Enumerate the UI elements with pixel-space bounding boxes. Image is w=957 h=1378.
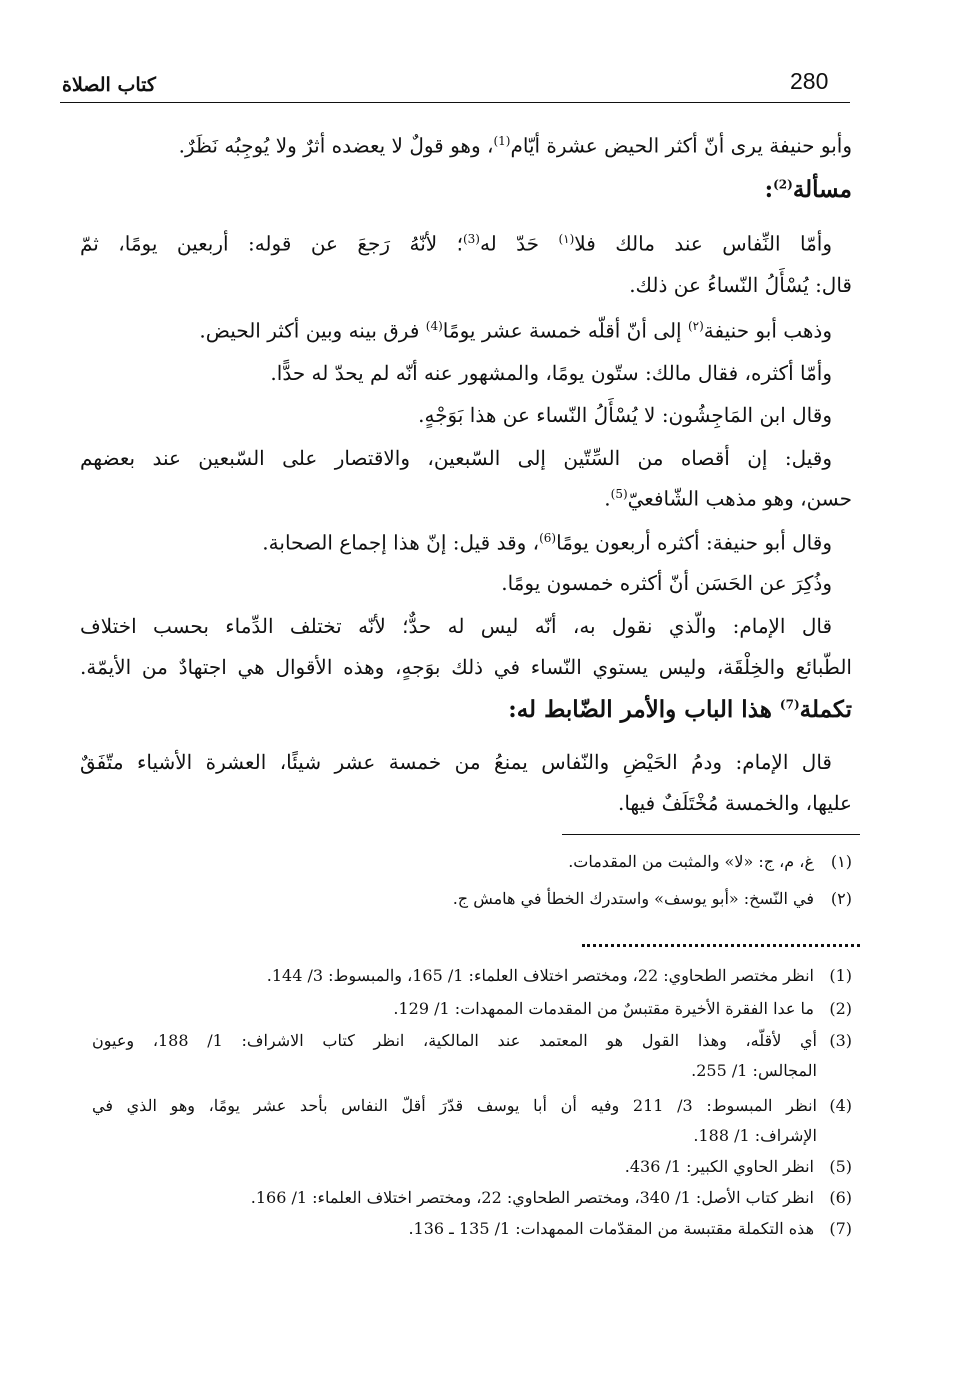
footnote-ref: (5) (610, 487, 628, 501)
body-line: وذُكِرَ عن الحَسَن أنّ أكثره خمسون يومًا. (501, 571, 832, 595)
body-line: وذهب أبو حنيفة$^{(٢)}$ إلى أنّ أقلّه خمسة عشر يومًا$^{(4)}$ فرق بينه وبين أكثر الحيض. (199, 318, 832, 343)
footnote-ref: (3) (462, 232, 480, 246)
footnote-continuation: المجالس: 1/ 255. (691, 1061, 817, 1080)
footnote-ref: (1) (493, 134, 511, 148)
body-line: وقال ابن المَاجِشُون: لا يُسْأَلُ النّساء عن هذا بَوَجْهٍ. (418, 403, 832, 427)
body-line: حسن، وهو مذهب الشّافعيّ$^{(5)}$. (604, 486, 852, 511)
footnote-num: (4) (829, 1096, 852, 1115)
footnote-ref: (١) (558, 232, 575, 246)
page-number: 280 (790, 68, 829, 94)
footnote: انظر المبسوط: 3/ 211 وفيه أن أبا يوسف قدّرَ أقلّ النفاس بأحد عشر يومًا، وهو الذي في (92, 1096, 817, 1115)
body-line: الطّبائع والخِلْقَة، وليس يستوي النّساء في ذلك بوَجهٍ، وهذه الأقوال هي اجتهادٌ من الأيمّة. (80, 655, 852, 679)
body-line: قال الإمام: والّذي نقول به، أنّه ليس له حدٌّ؛ لأنّه تختلف الدِّماء بحسب اختلاف (80, 614, 832, 638)
editor-note: (٢)في النّسخ: «أبو يوسف» واستدرك الخطأ في هامش ج. (452, 889, 852, 908)
body-line: وقال أبو حنيفة: أكثره أربعون يومًا$^{(6)}$، وقد قيل: إنّ هذا إجماع الصحابة. (262, 530, 832, 555)
header-rule (60, 102, 850, 103)
body-line: وأمّا أكثره، فقال مالك: ستّون يومًا، والمشهور عنه أنّه لم يحدّ له حدًّا. (270, 361, 832, 385)
body-line: وأمّا النِّفاس عند مالك فلا$^{(١)}$ حَدّ له$^{(3)}$؛ لأنّهُ رَجعَ عن قوله: أربعين يومًا، ثمّ (80, 231, 832, 256)
body-line: وقيل: إن أقصاه من السِّتّين إلى السّبعين، والاقتصار على السّبعين عند بعضهم (80, 446, 832, 470)
footnote-ref: (٢) (687, 319, 704, 333)
body-line: قال الإمام: ودمُ الحَيْضِ والنّفاس يمنعُ من خمسة عشر شيئًا، العشرة الأشياء متّفَقٌ (80, 750, 832, 774)
footnote-ref: (4) (425, 319, 443, 333)
running-title: كتاب الصلاة (62, 74, 156, 96)
footnote: أي لأقلّه، وهذا القول هو المعتمد عند المالكية، انظر كتاب الاشراف: 1/ 188، وعيون (92, 1031, 817, 1050)
editor-note: (١)غ، م، ج: «لا» والمثبت من المقدمات. (568, 852, 852, 871)
footnote: (7)هذه التكملة مقتبسة من المقدّمات الممهدات: 1/ 135 ـ 136. (408, 1219, 852, 1238)
footnote: (6)انظر كتاب الأصل: 1/ 340، ومختصر الطحاوي: 22، ومختصر اختلاف العلماء: 1/ 166. (250, 1188, 852, 1207)
footnote-ref: (7) (779, 697, 800, 712)
footnote-ref: (6) (539, 531, 557, 545)
footnote: (5)انظر الحاوي الكبير: 1/ 436. (624, 1157, 852, 1176)
footnote: (1)انظر مختصر الطحاوي: 22، ومختصر اختلاف العلماء: 1/ 165، والمبسوط: 3/ 144. (266, 966, 852, 985)
section-heading: تكملة$^{(7)}$ هذا الباب والأمر الضّابط له: (508, 696, 852, 723)
dotted-separator (582, 944, 860, 947)
body-line: قال: يُسْأَلُ النّساءُ عن ذلك. (629, 273, 852, 297)
footnote-continuation: الإشراف: 1/ 188. (693, 1126, 817, 1145)
body-line: عليها، والخمسة مُخْتَلَفٌ فيها. (617, 791, 852, 815)
section-heading: مسألة$^{(2)}$: (764, 176, 852, 203)
footnote: (2)ما عدا الفقرة الأخيرة مقتبسٌ من المقدمات الممهدات: 1/ 129. (393, 999, 852, 1018)
footnote-ref: (2) (773, 177, 793, 192)
body-line: وأبو حنيفة يرى أنّ أكثر الحيض عشرة أيّام$^{(1)}$، وهو قولٌ لا يعضده أثرٌ ولا يُوجِبُه نَظَرٌ. (178, 133, 852, 158)
footnote-rule (562, 834, 860, 835)
footnote-num: (3) (829, 1031, 852, 1050)
